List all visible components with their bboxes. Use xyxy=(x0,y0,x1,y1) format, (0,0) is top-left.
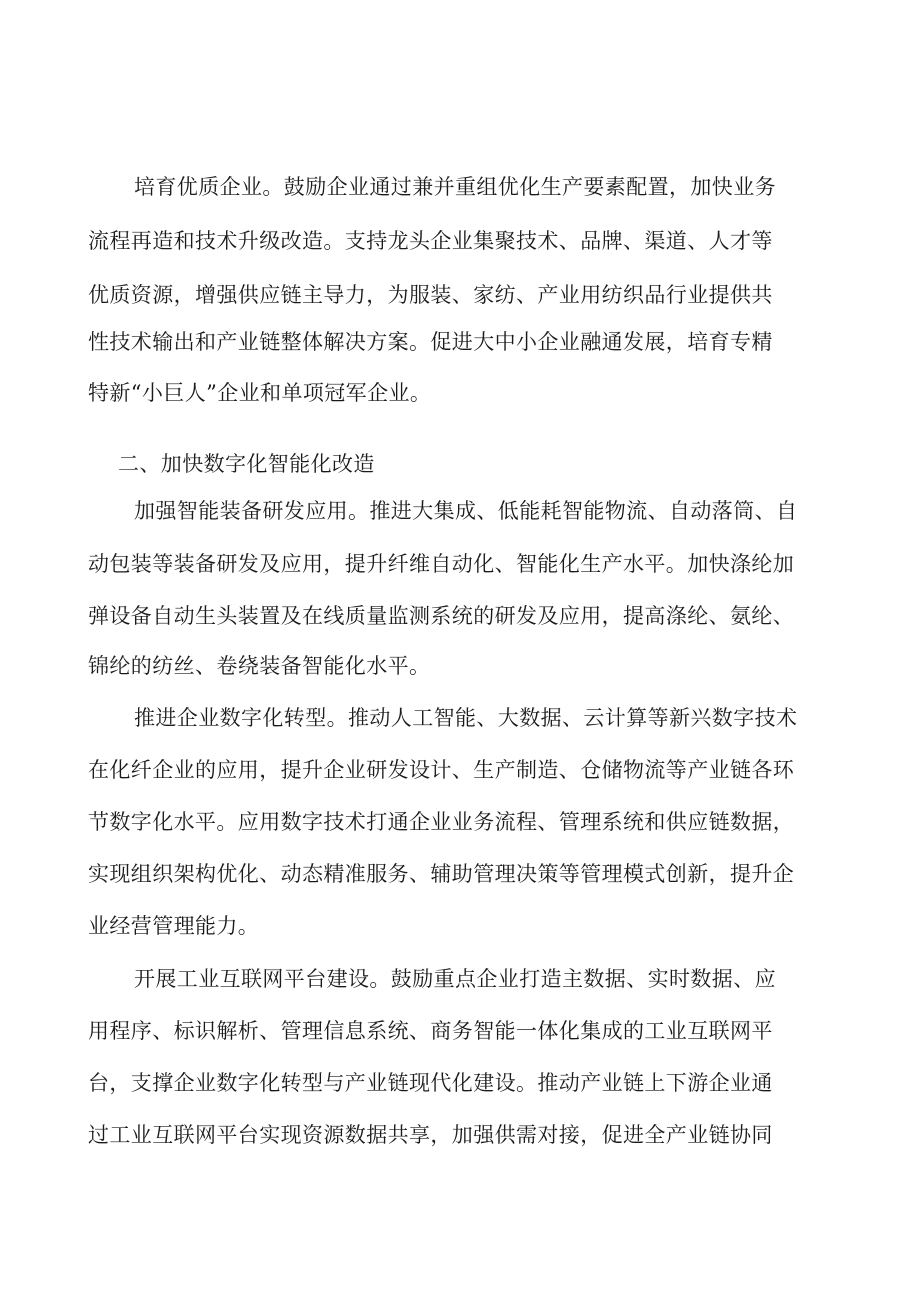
paragraph-3-line-2: 在化纤企业的应用，提升企业研发设计、生产制造、仓储物流等产业链各环 xyxy=(88,758,795,782)
paragraph-4-line-2: 用程序、标识解析、管理信息系统、商务智能一体化集成的工业互联网平 xyxy=(88,1019,773,1043)
paragraph-4-line-3: 台，支撑企业数字化转型与产业链现代化建设。推动产业链上下游企业通 xyxy=(88,1071,773,1095)
paragraph-3-line-4: 实现组织架构优化、动态精准服务、辅助管理决策等管理模式创新，提升企 xyxy=(88,862,795,886)
paragraph-2-line-4: 锦纶的纺丝、卷绕装备智能化水平。 xyxy=(88,654,431,678)
paragraph-1-line-1: 培育优质企业。鼓励企业通过兼并重组优化生产要素配置，加快业务 xyxy=(134,175,776,199)
paragraph-3-line-1: 推进企业数字化转型。推动人工智能、大数据、云计算等新兴数字技术 xyxy=(134,706,798,730)
paragraph-2-line-2: 动包装等装备研发及应用，提升纤维自动化、智能化生产水平。加快涤纶加 xyxy=(88,552,795,576)
paragraph-3-line-5: 业经营管理能力。 xyxy=(88,914,260,938)
paragraph-4-line-1: 开展工业互联网平台建设。鼓励重点企业打造主数据、实时数据、应 xyxy=(134,967,776,991)
paragraph-1-line-2: 流程再造和技术升级改造。支持龙头企业集聚技术、品牌、渠道、人才等 xyxy=(88,229,773,253)
paragraph-2-line-1: 加强智能装备研发应用。推进大集成、低能耗智能物流、自动落筒、自 xyxy=(134,499,798,523)
paragraph-1-line-4: 性技术输出和产业链整体解决方案。促进大中小企业融通发展，培育专精 xyxy=(88,330,773,354)
paragraph-1-line-3: 优质资源，增强供应链主导力，为服装、家纺、产业用纺织品行业提供共 xyxy=(88,283,773,307)
paragraph-2-line-3: 弹设备自动生头装置及在线质量监测系统的研发及应用，提高涤纶、氨纶、 xyxy=(88,604,795,628)
paragraph-3-line-3: 节数字化水平。应用数字技术打通企业业务流程、管理系统和供应链数据， xyxy=(88,810,795,834)
paragraph-1-line-5: 特新“小巨人”企业和单项冠军企业。 xyxy=(88,381,432,405)
section-heading: 二、加快数字化智能化改造 xyxy=(118,452,375,476)
paragraph-4-line-4: 过工业互联网平台实现资源数据共享，加强供需对接，促进全产业链协同 xyxy=(88,1123,773,1147)
